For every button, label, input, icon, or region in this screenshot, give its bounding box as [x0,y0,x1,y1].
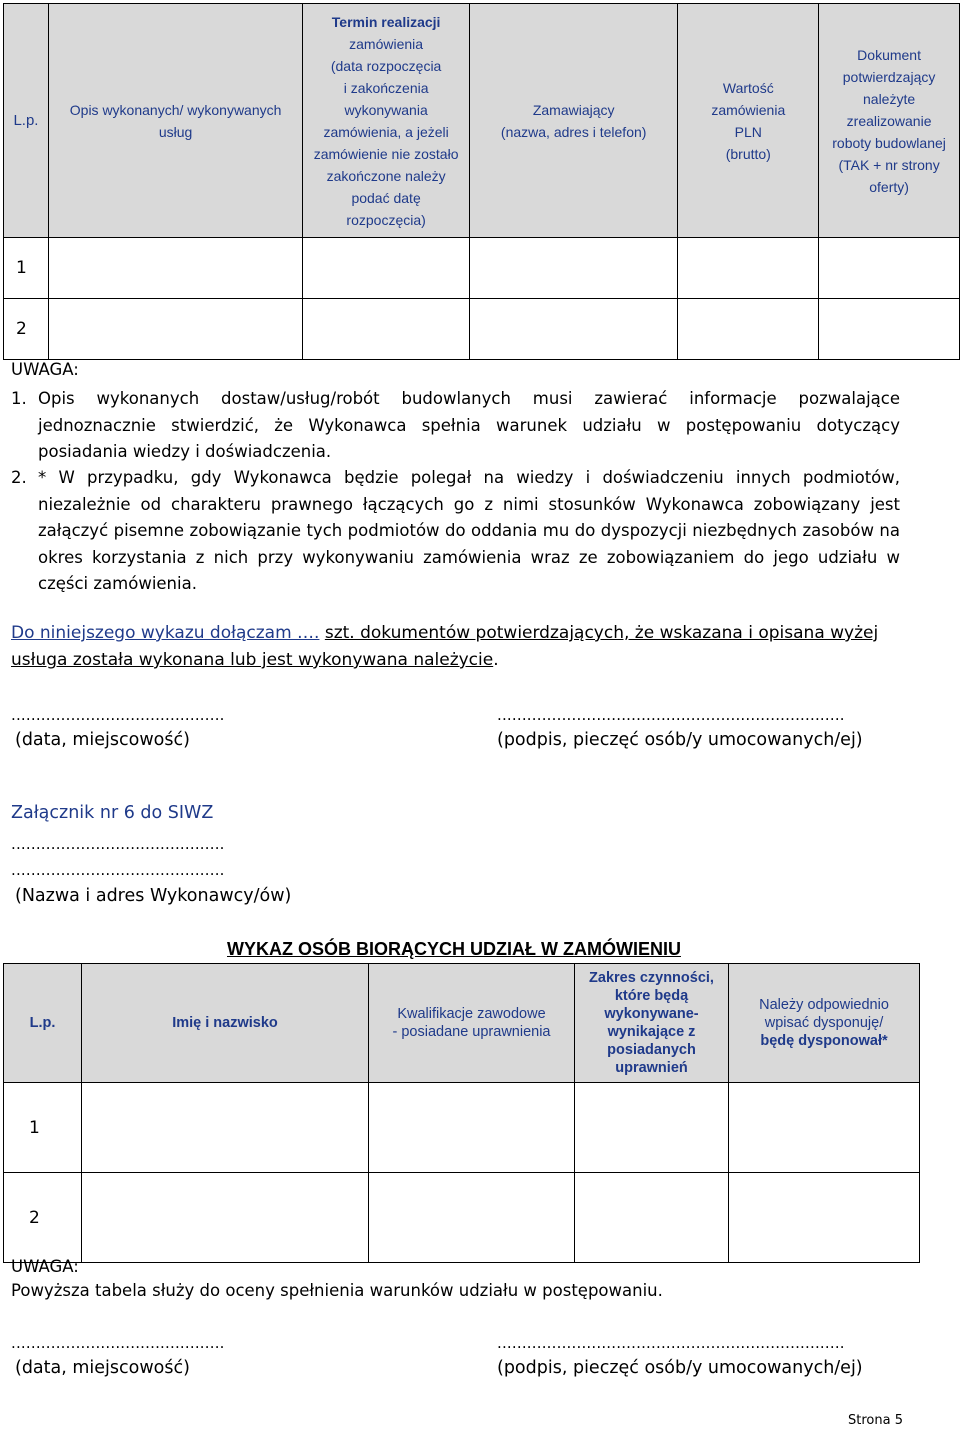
cell-term[interactable] [303,238,470,299]
cell-value[interactable] [678,299,819,360]
cell-description[interactable] [48,299,302,360]
date-place-label: (data, miejscowość) [15,1358,190,1378]
cell-scope[interactable] [575,1083,729,1173]
contractor-dots: ........................................... [11,861,225,879]
date-place-dots: ........................................... [11,706,225,724]
header-document: Dokument potwierdzający należyte zrealizowanie roboty budowlanej (TAK + nr strony oferty) [819,4,960,238]
note-label: UWAGA: [11,1257,79,1276]
services-table-header [4,4,960,238]
row-number: 2 [4,1173,82,1263]
table-row [4,1083,920,1173]
attachment-title: Załącznik nr 6 do SIWZ [11,803,214,823]
cell-client[interactable] [469,238,677,299]
cell-name[interactable] [82,1173,369,1263]
header-description: Opis wykonanych/ wykonywanych usług [48,4,302,238]
cell-qualifications[interactable] [369,1083,575,1173]
date-place-label: (data, miejscowość) [15,730,190,750]
note-item-1: Opis wykonanych dostaw/usług/robót budowlanych musi zawierać informacje pozwalające jednoznacznie stwierdzić, że Wykonawca spełnia warunek udziału w postępowaniu dotyczący posiadania wiedzy i doświadczenia. [38,389,900,461]
note-item-number: 2. [11,468,27,487]
signature-label: (podpis, pieczęć osób/y umocowanych/ej) [497,1358,863,1378]
attachment-statement: Do niniejszego wykazu dołączam …. szt. dokumentów potwierdzających, że wskazana i opisana wyżej [11,623,879,643]
cell-disposition[interactable] [729,1173,920,1263]
row-number: 1 [4,238,49,299]
cell-client[interactable] [469,299,677,360]
signature-label: (podpis, pieczęć osób/y umocowanych/ej) [497,730,863,750]
signature-dots: ...................................................................... [497,706,845,724]
table-row [4,299,960,360]
table-row [4,1173,920,1263]
header-disposition: Należy odpowiednio wpisać dysponuję/ będę dysponował* [729,964,920,1083]
cell-document[interactable] [819,299,960,360]
persons-table [3,963,920,1263]
services-table [3,3,960,360]
signature-dots: ...................................................................... [497,1334,845,1352]
attachment-statement-2: usługa została wykonana lub jest wykonywana należycie. [11,650,499,670]
header-value: Wartość zamówienia PLN (brutto) [678,4,819,238]
cell-qualifications[interactable] [369,1173,575,1263]
note-item-number: 1. [11,389,27,408]
date-place-dots: ........................................... [11,1334,225,1352]
contractor-dots: ........................................... [11,835,225,853]
header-lp: L.p. [4,964,82,1083]
cell-name[interactable] [82,1083,369,1173]
header-client: Zamawiający (nazwa, adres i telefon) [469,4,677,238]
header-qualifications: Kwalifikacje zawodowe - posiadane uprawnienia [369,964,575,1083]
note-text: Powyższa tabela służy do oceny spełnienia warunków udziału w postępowaniu. [11,1281,663,1300]
table-row [4,238,960,299]
cell-scope[interactable] [575,1173,729,1263]
header-term: Termin realizacji zamówienia (data rozpoczęcia i zakończenia wykonywania zamówienia, a jeżeli zamówienie nie zostało zakończone należy podać datę rozpoczęcia) [303,4,470,238]
header-scope: Zakres czynności, które będą wykonywane- wynikające z posiadanych uprawnień [575,964,729,1083]
cell-description[interactable] [48,238,302,299]
note-label: UWAGA: [11,360,79,379]
persons-table-header [4,964,920,1083]
section-title: WYKAZ OSÓB BIORĄCYCH UDZIAŁ W ZAMÓWIENIU [227,939,681,959]
cell-disposition[interactable] [729,1083,920,1173]
header-name: Imię i nazwisko [82,964,369,1083]
note-item-2: * W przypadku, gdy Wykonawca będzie polegał na wiedzy i doświadczeniu innych podmiotów, niezależnie od charakteru prawnego łączących go z nimi stosunków Wykonawca zobowiązany jest załączyć pisemne zobowiązanie tych podmiotów do oddania mu do dyspozycji niezbędnych zasobów na okres korzystania z nich przy wykonywaniu zamówienia wraz ze zobowiązaniem do jego udziału w części zamówienia. [38,468,900,593]
cell-term[interactable] [303,299,470,360]
header-lp: L.p. [4,4,49,238]
row-number: 1 [4,1083,82,1173]
contractor-label: (Nazwa i adres Wykonawcy/ów) [15,886,292,906]
row-number: 2 [4,299,49,360]
cell-value[interactable] [678,238,819,299]
cell-document[interactable] [819,238,960,299]
page-number: Strona 5 [848,1413,903,1428]
